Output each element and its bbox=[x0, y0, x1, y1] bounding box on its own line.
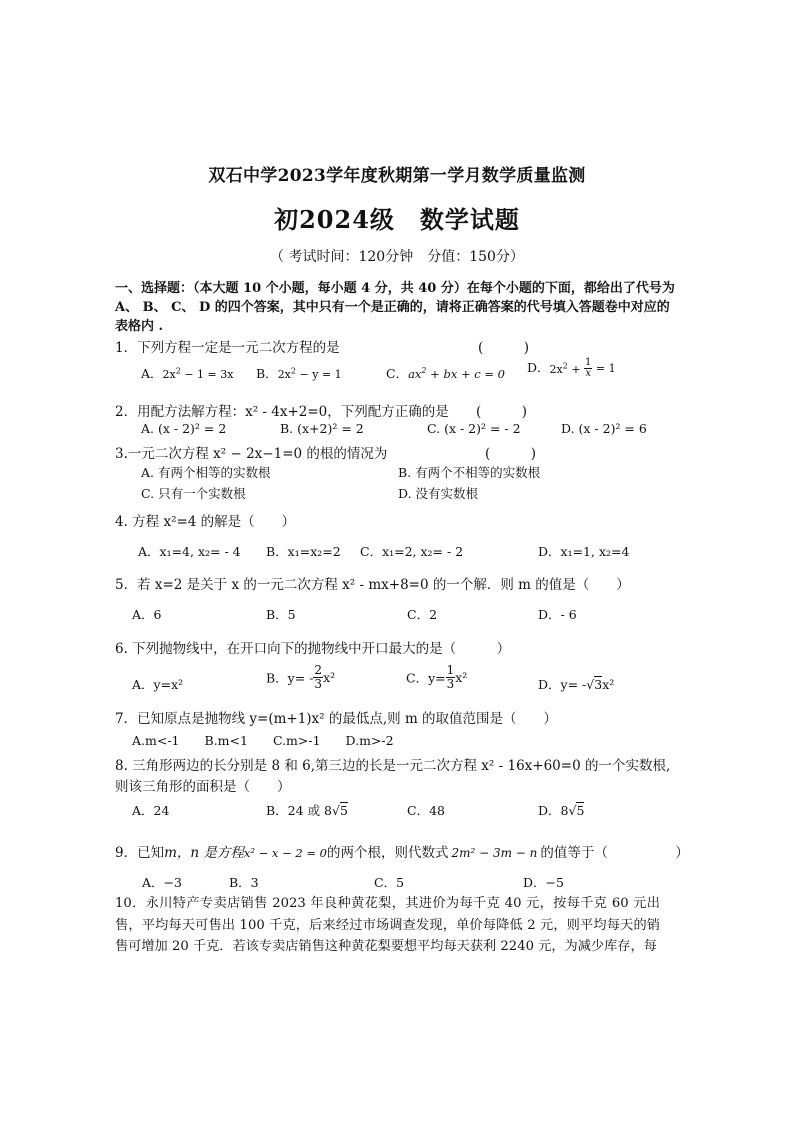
sqrt-sign: √ bbox=[332, 803, 340, 818]
q6-option-b: B．y= - $\frac{2}{3}$ x² bbox=[266, 663, 336, 691]
q4-option-d: D．x₁=1, x₂=4 bbox=[538, 544, 630, 559]
q8-option-d: D．8√5 bbox=[538, 803, 585, 818]
q2-answer-paren: ( ) bbox=[476, 404, 528, 420]
q2-stem: 2．用配方法解方程：x² - 4x+2=0，下列配方正确的是 bbox=[115, 404, 449, 420]
q3-option-a: A. 有两个相等的实数根 bbox=[141, 465, 271, 480]
q1-option-c: C．$ax^2$ + bx + c = 0 bbox=[386, 366, 505, 381]
q5-option-a: A．6 bbox=[132, 607, 162, 622]
q5-option-c: C．2 bbox=[407, 607, 438, 622]
q9-stem: 9．已知m，n 是方程x² − x − 2 = 0的两个根，则代数式 2m² − 3m − n 的值等于（ ） bbox=[115, 845, 689, 861]
q4-option-c: C．x₁=2, x₂= - 2 bbox=[360, 544, 464, 559]
q4-option-a: A．x₁=4, x₂= - 4 bbox=[138, 544, 241, 559]
q8-option-c: C．48 bbox=[407, 803, 445, 818]
q10-text: 10．永川特产专卖店销售 2023 年良种黄花梨，其进价为每千克 40 元，按每千克 60 元出售，平均每天可售出 100 千克，后来经过市场调查发现，单价每降低 2 元，则平均每天的销售可增加 20 千克．若该专卖店销售这种黄花梨要想平均每天获利 2240 元，为减少库存，每 bbox=[115, 896, 660, 954]
q7-stem: 7．已知原点是抛物线 y=(m+1)x² 的最低点,则 m 的取值范围是（ ） bbox=[115, 711, 558, 727]
school-title: 双石中学2023学年度秋期第一学月数学质量监测 bbox=[208, 166, 586, 186]
q8-stem-line2: 则该三角形的面积是（ ） bbox=[115, 779, 291, 795]
q6-option-d: D．y= -√3x² bbox=[538, 677, 615, 692]
q6-option-c: C．y= $\frac{1}{3}$ x² bbox=[406, 663, 468, 691]
q6-stem: 6. 下列抛物线中，在开口向下的抛物线中开口最大的是（ ） bbox=[115, 641, 511, 657]
q3-stem: 3.一元二次方程 x² − 2x−1=0 的根的情况为 bbox=[115, 446, 388, 462]
q3-option-c: C. 只有一个实数根 bbox=[141, 486, 246, 501]
paper-title: 初2024级 数学试题 bbox=[274, 205, 520, 234]
q1-stem: 1．下列方程一定是一元二次方程的是 bbox=[115, 340, 340, 356]
q4-stem: 4. 方程 x²=4 的解是（ ） bbox=[115, 514, 296, 530]
q1-option-d: D．$2x^2$ + $\frac{1}{x}$ = 1 bbox=[527, 357, 616, 379]
q1-option-a: A．$2x^2 - 1 = 3x$ bbox=[141, 366, 234, 381]
sqrt-sign: √ bbox=[568, 803, 577, 818]
q5-option-d: D．- 6 bbox=[538, 607, 577, 622]
q4-option-b: B．x₁=x₂=2 bbox=[266, 544, 341, 559]
exam-info: （ 考试时间：120分钟 分值：150分） bbox=[270, 249, 524, 265]
q9-option-a: A．−3 bbox=[142, 875, 182, 890]
q6-option-a: A．y=x² bbox=[132, 677, 184, 692]
q2-option-b: B. (x+2)² = 2 bbox=[280, 421, 364, 436]
q9-option-b: B．3 bbox=[229, 875, 259, 890]
q2-option-a: A. (x - 2)² = 2 bbox=[141, 421, 227, 436]
section-instruction: 一、选择题：（本大题 10 个小题，每小题 4 分，共 40 分）在每个小题的下面，都给出了代号为 A、 B、 C、 D 的四个答案，其中只有一个是正确的，请将正确答案的代号填入答题卷中对应的表格内 . bbox=[115, 281, 675, 334]
q8-option-a: A．24 bbox=[132, 803, 170, 818]
q5-option-b: B．5 bbox=[266, 607, 296, 622]
q3-answer-paren: ( ) bbox=[485, 446, 537, 462]
q2-option-c: C. (x - 2)² = - 2 bbox=[427, 421, 521, 436]
q1-answer-paren: ( ) bbox=[478, 340, 530, 356]
q3-option-b: B. 有两个不相等的实数根 bbox=[398, 465, 541, 480]
q7-options: A.m<-1 B.m<1 C.m>-1 D.m>-2 bbox=[132, 733, 394, 748]
q5-stem: 5．若 x=2 是关于 x 的一元二次方程 x² - mx+8=0 的一个解．则 m 的值是（ ） bbox=[115, 577, 630, 593]
q9-option-d: D．−5 bbox=[523, 875, 564, 890]
q1-option-b: B．$2x^2 - y = 1$ bbox=[256, 366, 342, 381]
q2-option-d: D. (x - 2)² = 6 bbox=[561, 421, 647, 436]
q8-stem-line1: 8. 三角形两边的长分别是 8 和 6,第三边的长是一元二次方程 x² - 16x+60=0 的一个实数根, bbox=[115, 758, 671, 774]
q9-option-c: C．5 bbox=[374, 875, 405, 890]
q3-option-d: D. 没有实数根 bbox=[398, 486, 479, 501]
q8-option-b: B．24 或 8√5 bbox=[266, 803, 348, 818]
sqrt-sign: √ bbox=[586, 677, 595, 692]
